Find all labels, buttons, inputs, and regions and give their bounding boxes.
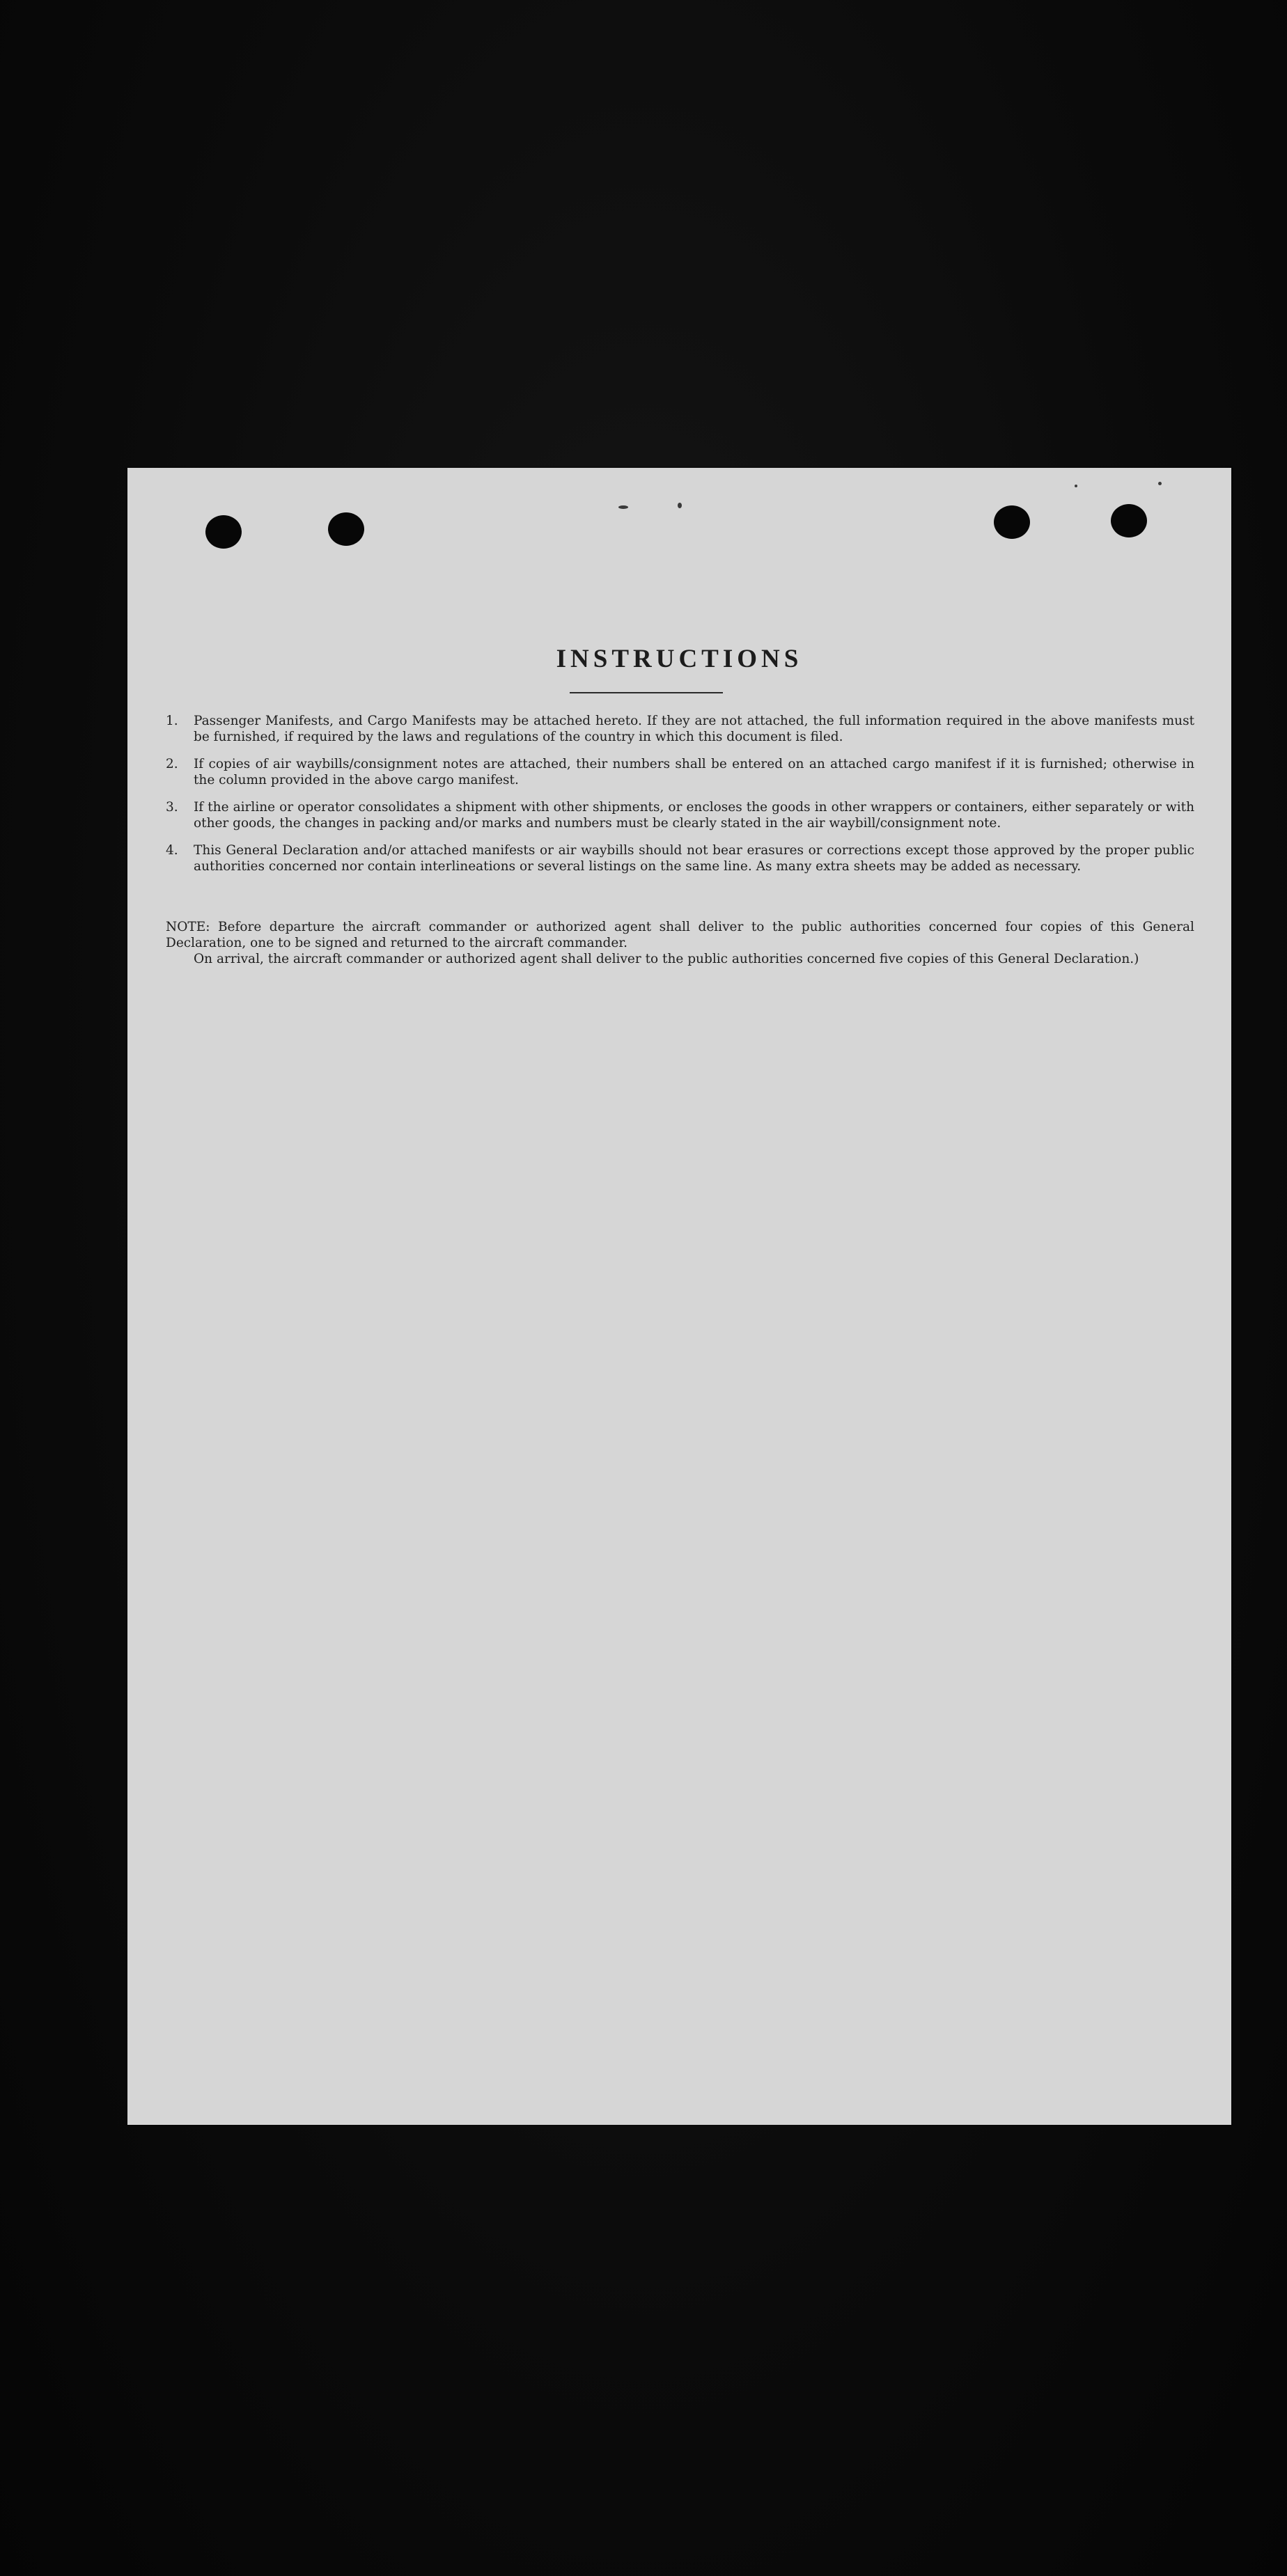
note-departure [166, 919, 1194, 951]
list-item [166, 756, 1194, 788]
item-text: If the airline or operator consolidates a shipment with other shipments, or encloses the goods in other wrappers or containers, either separately or with other goods, the changes in packing and/or marks and numbers must be clearly stated in the air waybill/consignment note. [194, 800, 1194, 831]
punch-hole [994, 505, 1030, 539]
note-block [166, 919, 1194, 967]
ink-speck [618, 505, 628, 509]
punch-hole [1111, 504, 1147, 537]
item-number: 4. [166, 843, 178, 858]
note-arrival: On arrival, the aircraft commander or authorized agent shall deliver to the public authorities concerned five copies of this General Declaration.) [194, 952, 1139, 966]
note-label: NOTE: [166, 920, 210, 934]
item-number: 1. [166, 714, 178, 728]
list-item [166, 799, 1194, 831]
item-text: This General Declaration and/or attached manifests or air waybills should not bear erasures or corrections except those approved by the proper public authorities concerned nor contain interlineations or several listings on the same line. As many extra sheets may be added as necessary. [194, 843, 1194, 874]
list-item [166, 842, 1194, 874]
ink-speck [678, 503, 682, 508]
document-sheet [127, 468, 1231, 2125]
ink-speck [1075, 485, 1077, 487]
list-item [166, 713, 1194, 745]
item-text: Passenger Manifests, and Cargo Manifests may be attached hereto. If they are not attached, the full information required in the above manifests must be furnished, if required by the laws and regulations of the country in which this document is filed. [194, 714, 1194, 744]
item-number: 2. [166, 757, 178, 771]
punch-hole [205, 515, 242, 549]
item-text: If copies of air waybills/consignment notes are attached, their numbers shall be entered on an attached cargo manifest if it is furnished; otherwise in the column provided in the above cargo manifest. [194, 757, 1194, 787]
title-underline [570, 692, 723, 693]
ink-speck [1158, 482, 1162, 485]
instructions-list [166, 713, 1194, 886]
page-title: INSTRUCTIONS [556, 645, 803, 673]
item-number: 3. [166, 800, 178, 815]
note-departure-text: Before departure the aircraft commander or authorized agent shall deliver to the public authorities concerned four copies of this General Declaration, one to be signed and returned to the aircraft commander. [166, 920, 1194, 950]
punch-hole [328, 512, 364, 546]
